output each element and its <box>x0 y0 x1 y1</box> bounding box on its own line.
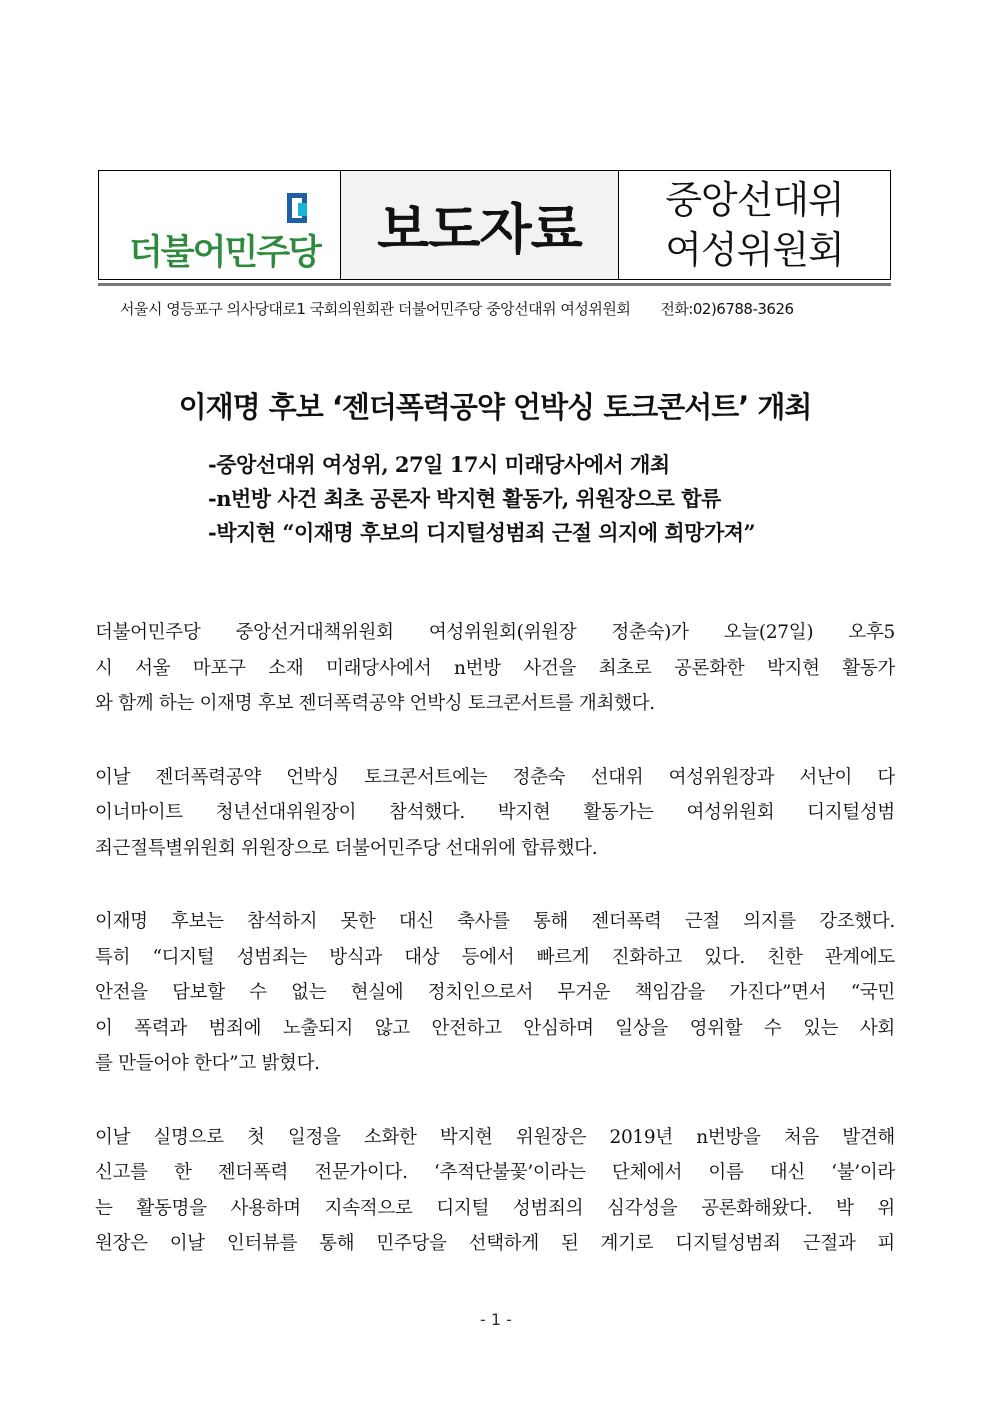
text-line: 안전을 담보할 수 없는 현실에 정치인으로서 무거운 책임감을 가진다”면서 “국민 <box>95 982 895 1003</box>
text-line: 시 서울 마포구 소재 미래당사에서 n번방 사건을 최초로 공론화한 박지현 활동가 <box>95 657 895 679</box>
text-line: 특히 “디지털 성범죄는 방식과 대상 등에서 빠르게 진화하고 있다. 친한 관계에도 <box>95 946 895 968</box>
org-cell <box>619 171 890 279</box>
party-logo-text: 더불어민주당 <box>129 233 320 273</box>
phone-number: 전화:02)6788-3626 <box>660 300 794 318</box>
address-text: 서울시 영등포구 의사당대로1 국회의원회관 더불어민주당 중앙선대위 여성위원회 <box>120 300 631 318</box>
org-name-line2: 여성위원회 <box>665 228 844 272</box>
text-line: 이 폭력과 범죄에 노출되지 않고 안전하고 안심하며 일상을 영위할 수 있는 사회 <box>95 1017 895 1039</box>
text-line: 는 활동명을 사용하며 지속적으로 디지털 성범죄의 심각성을 공론화해왔다. 박 위 <box>95 1197 895 1219</box>
subheading: -중앙선대위 여성위, 27일 17시 미래당사에서 개최 <box>208 452 670 477</box>
body-text <box>95 615 895 1300</box>
headline: 이재명 후보 ‘젠더폭력공약 언박싱 토크콘서트’ 개최 <box>178 390 812 424</box>
page-number: - 1 - <box>480 1310 512 1329</box>
paragraph-2 <box>95 760 895 867</box>
text-line: 이너마이트 청년선대위원장이 참석했다. 박지현 활동가는 여성위원회 디지털성범 <box>95 802 895 823</box>
org-name-line1: 중앙선대위 <box>665 178 844 222</box>
paragraph-4 <box>95 1120 895 1262</box>
text-line: 이날 젠더폭력공약 언박싱 토크콘서트에는 정춘숙 선대위 여성위원장과 서난이 다 <box>95 766 895 788</box>
address-bar <box>98 283 891 319</box>
party-logo-cell <box>99 171 341 279</box>
doc-type-title: 보도자료 <box>377 197 582 261</box>
header-table <box>98 170 891 280</box>
text-line: 이날 실명으로 첫 일정을 소화한 박지현 위원장은 2019년 n번방을 처음 발견해 <box>95 1126 895 1148</box>
doc-type-cell <box>341 171 619 279</box>
paragraph-3 <box>95 904 895 1082</box>
text-line: 원장은 이날 인터뷰를 통해 민주당을 선택하게 된 계기로 디지털성범죄 근절과 피 <box>95 1233 895 1254</box>
paragraph-1 <box>95 615 895 722</box>
text-line: 신고를 한 젠더폭력 전문가이다. ‘추적단불꽃’이라는 단체에서 이름 대신 ‘불’이라 <box>95 1162 895 1183</box>
text-line: 를 만들어야 한다”고 밝혔다. <box>95 1053 320 1074</box>
subheading: -박지현 “이재명 후보의 디지털성범죄 근절 의지에 희망가져” <box>208 520 756 545</box>
text-line: 더불어민주당 중앙선거대책위원회 여성위원회(위원장 정춘숙)가 오늘(27일) 오후5 <box>95 622 895 643</box>
party-logo-icon <box>287 193 307 223</box>
text-line: 죄근절특별위원회 위원장으로 더불어민주당 선대위에 합류했다. <box>95 837 598 859</box>
text-line: 와 함께 하는 이재명 후보 젠더폭력공약 언박싱 토크콘서트를 개최했다. <box>95 693 655 714</box>
subheading: -n번방 사건 최초 공론자 박지현 활동가, 위원장으로 합류 <box>208 486 721 511</box>
text-line: 이재명 후보는 참석하지 못한 대신 축사를 통해 젠더폭력 근절 의지를 강조했다. <box>95 911 895 932</box>
subheadings <box>208 448 755 550</box>
